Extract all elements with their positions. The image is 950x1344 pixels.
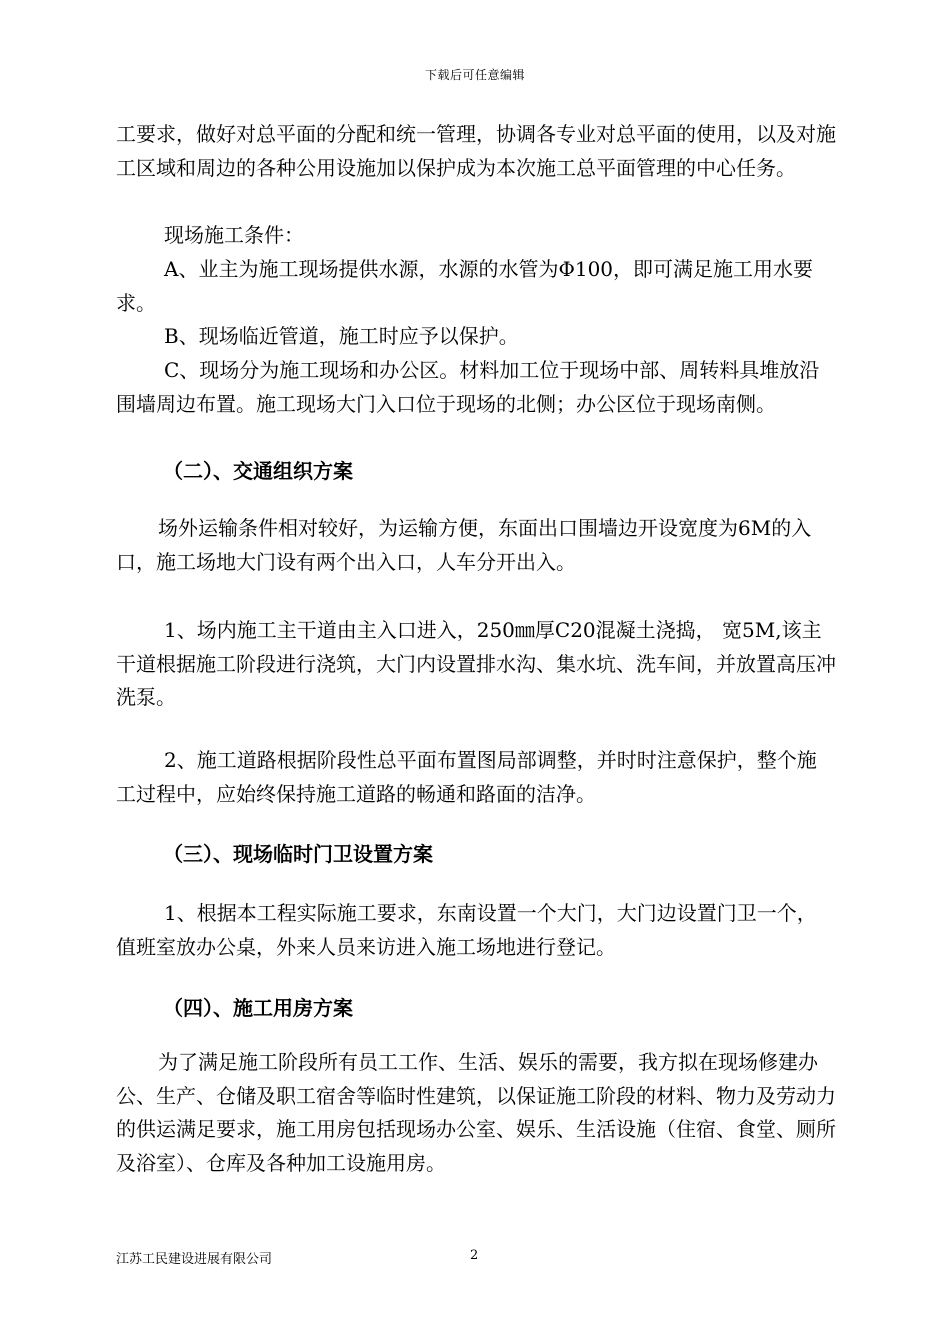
header-note: 下载后可任意编辑 bbox=[424, 68, 525, 82]
heading-guard-plan: （三）、现场临时门卫设置方案 bbox=[163, 842, 433, 866]
paragraph-main-road: 1、场内施工主干道由主入口进入，250㎜厚C20混凝土浇捣， 宽5M,该主干道根据施工阶段进行浇筑，大门内设置排水沟、集水坑、洗车间，并放置高压冲洗泵。 bbox=[116, 618, 836, 709]
paragraph-site-management: 工要求，做好对总平面的分配和统一管理，协调各专业对总平面的使用，以及对施工区域和周边的各种公用设施加以保护成为本次施工总平面管理的中心任务。 bbox=[116, 122, 836, 180]
paragraph-road-maintenance: 2、施工道路根据阶段性总平面布置图局部调整，并时时注意保护，整个施工过程中，应始终保持施工道路的畅通和路面的洁净。 bbox=[116, 748, 817, 806]
footer-page-number: 2 bbox=[470, 1248, 479, 1263]
heading-traffic-plan: （二）、交通组织方案 bbox=[163, 459, 353, 483]
paragraph-external-transport: 场外运输条件相对较好，为运输方便，东面出口围墙边开设宽度为6M的入口，施工场地大门设有两个出入口，人车分开出入。 bbox=[116, 516, 812, 574]
paragraph-condition-a: A、业主为施工现场提供水源，水源的水管为Φ100，即可满足施工用水要求。 bbox=[116, 257, 814, 315]
footer-company-name: 江苏工民建设进展有限公司 bbox=[116, 1252, 273, 1267]
paragraph-housing-details: 为了满足施工阶段所有员工工作、生活、娱乐的需要，我方拟在现场修建办公、生产、仓储及职工宿舍等临时性建筑，以保证施工阶段的材料、物力及劳动力的供运满足要求，施工用房包括现场办公室、娱乐、生活设施（住宿、食堂、厕所及浴室）、仓库及各种加工设施用房。 bbox=[116, 1050, 836, 1175]
paragraph-condition-b: B、现场临近管道，施工时应予以保护。 bbox=[164, 324, 519, 348]
heading-housing-plan: （四）、施工用房方案 bbox=[163, 996, 353, 1020]
paragraph-condition-c: C、现场分为施工现场和办公区。材料加工位于现场中部、周转料具堆放沿围墙周边布置。施工现场大门入口位于现场的北侧；办公区位于现场南侧。 bbox=[116, 358, 820, 416]
paragraph-guard-details: 1、根据本工程实际施工要求，东南设置一个大门，大门边设置门卫一个，值班室放办公桌，外来人员来访进入施工场地进行登记。 bbox=[116, 901, 817, 959]
paragraph-site-conditions-title: 现场施工条件： bbox=[164, 223, 304, 247]
